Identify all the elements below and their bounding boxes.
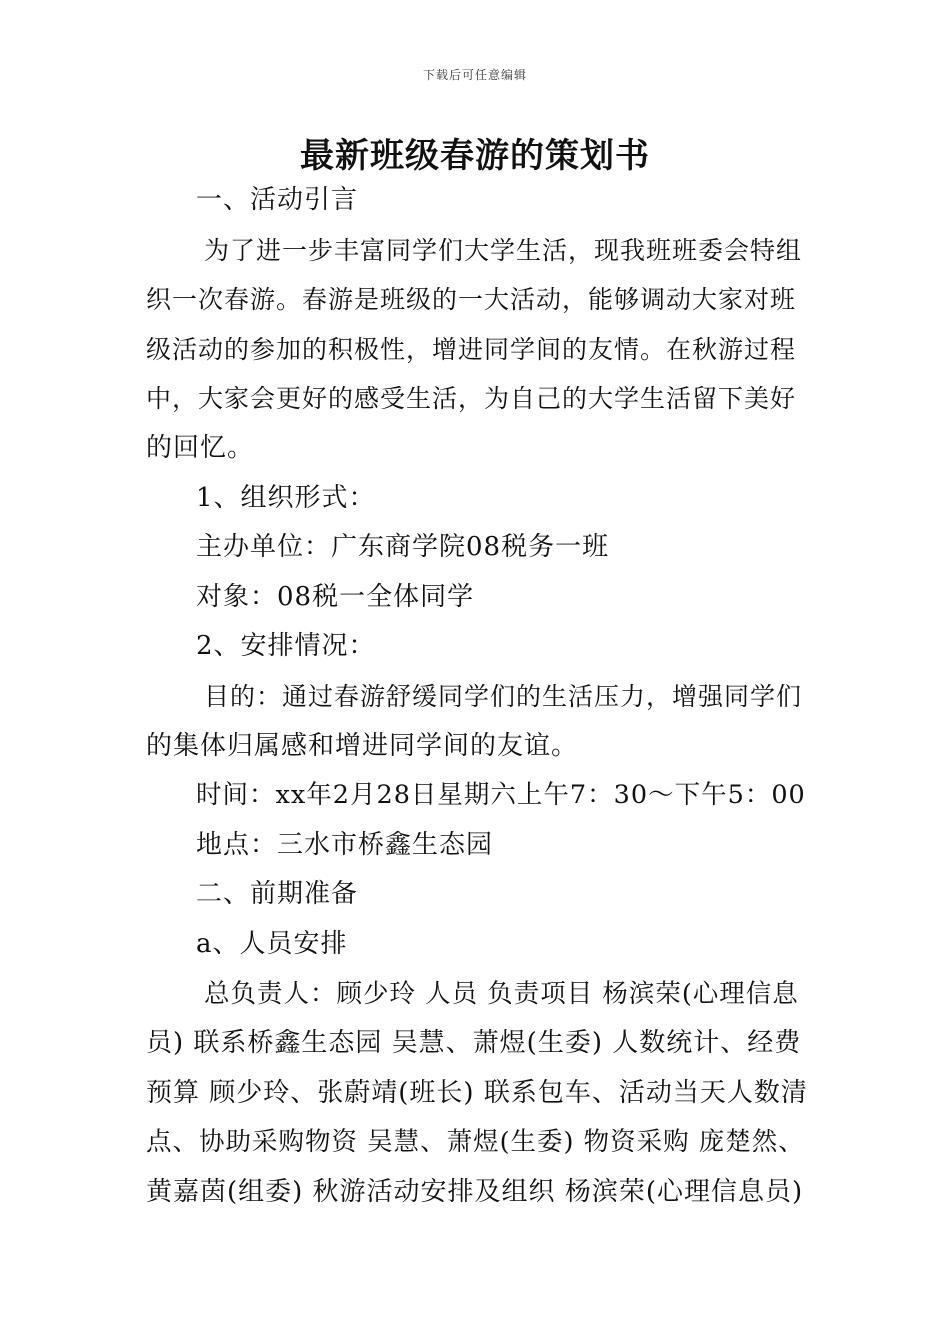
document-body [146, 176, 808, 1217]
document-title: 最新班级春游的策划书 [300, 136, 650, 176]
text-line: 的回忆。 [146, 432, 255, 463]
text-line: 预算 顾少玲、张蔚靖(班长) 联系包车、活动当天人数清 [146, 1077, 808, 1108]
text-line: 中，大家会更好的感受生活，为自己的大学生活留下美好 [146, 384, 797, 414]
text-line: 二、前期准备 [196, 879, 359, 910]
text-line: 主办单位：广东商学院08税务一班 [196, 532, 610, 563]
text-line: 1、组织形式： [196, 482, 376, 513]
text-line: 为了进一步丰富同学们大学生活，现我班班委会特组 [204, 235, 803, 265]
text-line: 员) 联系桥鑫生态园 吴慧、萧煜(生委) 人数统计、经费 [146, 1028, 802, 1059]
text-line: 目的：通过春游舒缓同学们的生活压力，增强同学们 [204, 681, 803, 711]
text-line: 黄嘉茵(组委) 秋游活动安排及组织 杨滨荣(心理信息员) [146, 1176, 804, 1207]
text-line: 织一次春游。春游是班级的一大活动，能够调动大家对班 [146, 285, 797, 315]
text-line: 级活动的参加的积极性，增进同学间的友情。在秋游过程 [146, 334, 797, 364]
text-line: 2、安排情况： [196, 631, 376, 662]
text-line: 总负责人：顾少玲 人员 负责项目 杨滨荣(心理信息 [204, 978, 799, 1009]
text-line: a、人员安排 [196, 928, 348, 959]
text-line: 时间：xx年2月28日星期六上午7：30～下午5：00 [196, 780, 806, 811]
header-note: 下载后可任意编辑 [422, 68, 527, 82]
text-line: 对象：08税一全体同学 [196, 581, 475, 612]
text-line: 的集体归属感和增进同学间的友谊。 [146, 730, 579, 761]
text-line: 点、协助采购物资 吴慧、萧煜(生委) 物资采购 庞楚然、 [146, 1127, 805, 1158]
text-line: 一、活动引言 [196, 185, 359, 215]
text-line: 地点：三水市桥鑫生态园 [196, 829, 494, 860]
